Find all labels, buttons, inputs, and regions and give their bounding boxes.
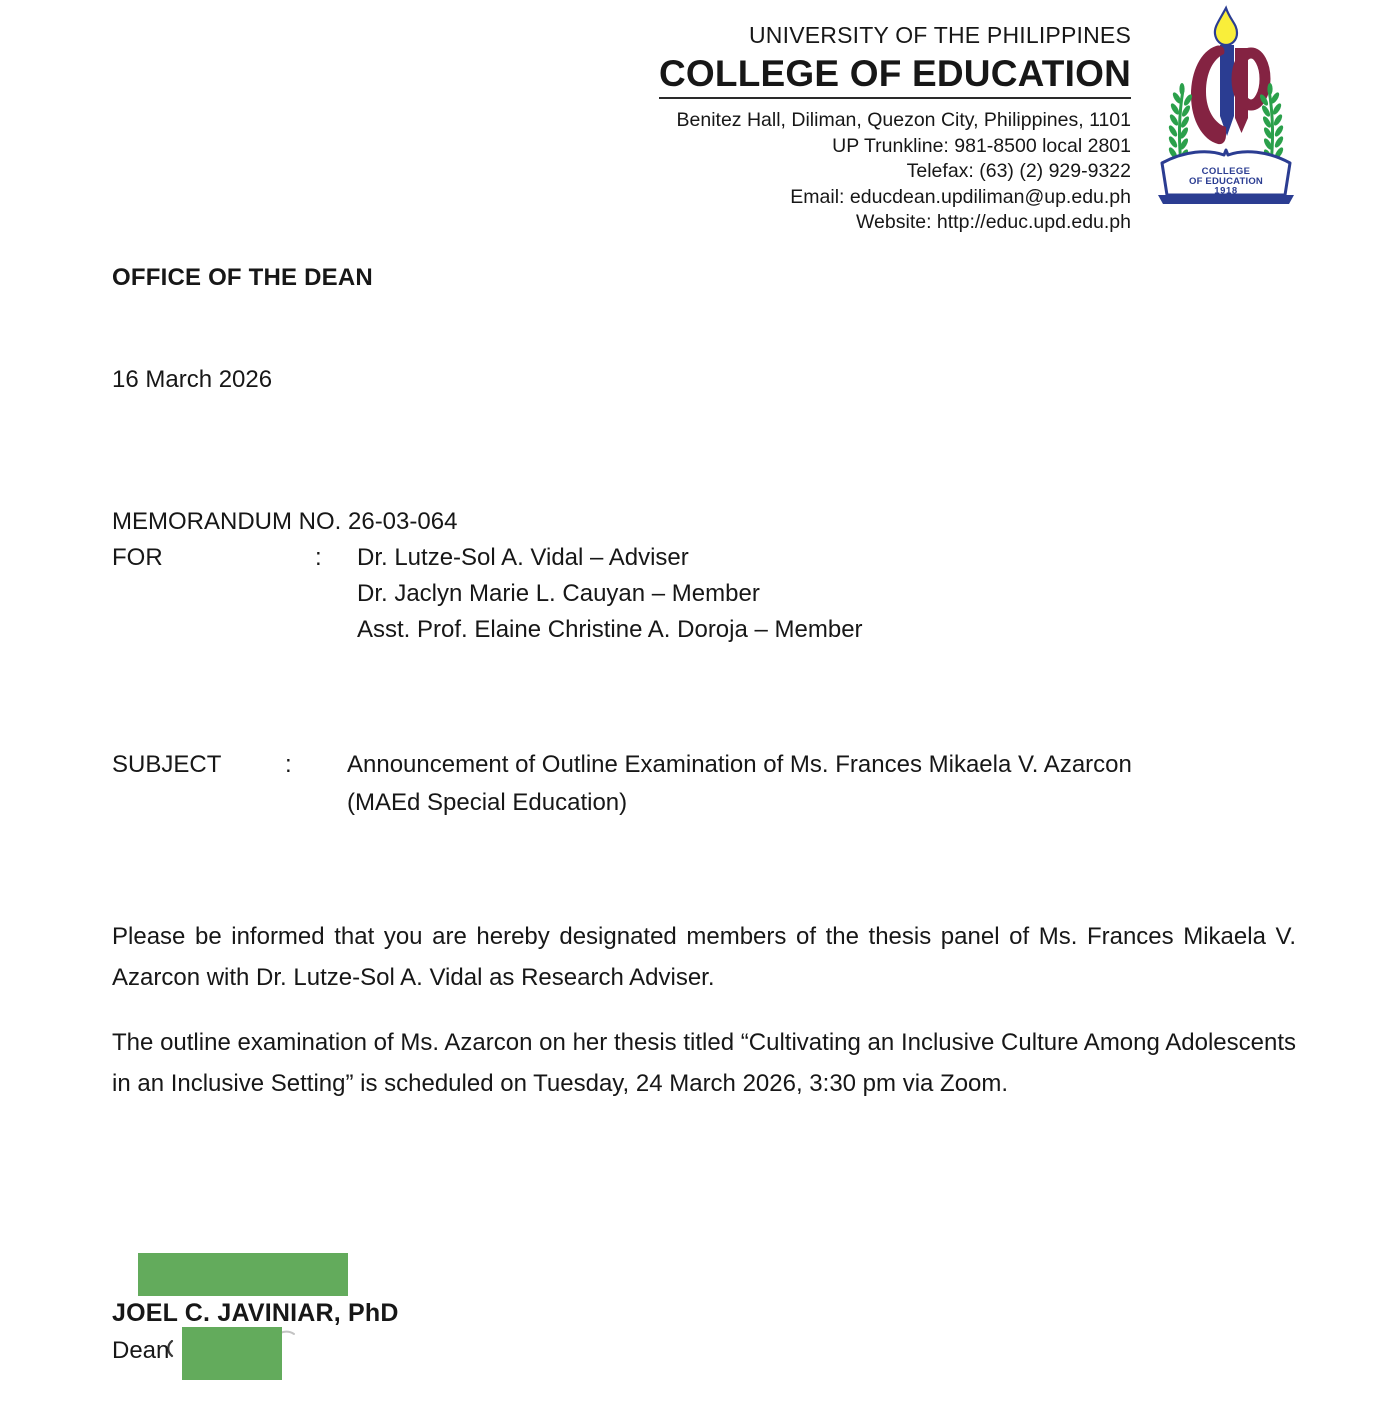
book-text-line2: OF EDUCATION	[1189, 176, 1263, 187]
letterhead-trunkline: UP Trunkline: 981-8500 local 2801	[832, 134, 1131, 157]
college-name-row	[659, 52, 1131, 104]
memo-number: MEMORANDUM NO. 26-03-064	[112, 508, 458, 535]
flame-icon	[1215, 8, 1237, 45]
subject-colon: :	[285, 751, 292, 778]
recipient-list	[357, 540, 1296, 648]
letterhead-telefax: Telefax: (63) (2) 929-9322	[906, 160, 1131, 182]
university-name: UNIVERSITY OF THE PHILIPPINES	[749, 22, 1131, 48]
memo-subject-block	[112, 746, 1296, 822]
for-label: FOR	[112, 544, 163, 571]
memo-for-row	[112, 540, 1296, 648]
subject-text-line1: Announcement of Outline Examination of Ms. Frances Mikaela V. Azarcon	[347, 751, 1132, 778]
letterhead-email: Email: educdean.updiliman@up.edu.ph	[790, 185, 1131, 208]
letterhead-contact-block	[659, 108, 1131, 236]
letterhead-website: Website: http://educ.upd.edu.ph	[856, 211, 1131, 233]
date-signed-redaction-box	[182, 1327, 282, 1380]
recipient-member-1: Dr. Jaclyn Marie L. Cauyan – Member	[357, 580, 760, 607]
letterhead	[659, 20, 1131, 236]
signatory-title: Dean	[112, 1337, 170, 1364]
for-colon: :	[315, 544, 322, 571]
letterhead-address: Benitez Hall, Diliman, Quezon City, Philippines, 1101	[676, 109, 1131, 131]
college-name: COLLEGE OF EDUCATION	[659, 52, 1131, 99]
seal-icon	[1150, 4, 1302, 209]
signature-redaction-box	[138, 1253, 348, 1296]
torch-icon	[1220, 45, 1234, 136]
body-paragraph-designation: Please be informed that you are hereby designated members of the thesis panel of Ms. Frances Mikaela V. Azarcon with Dr. Lutze-Sol A. Vidal as Research Adviser.	[112, 923, 1296, 991]
college-of-education-seal-logo	[1150, 4, 1302, 209]
signatory-name: JOEL C. JAVINIAR, PhD	[112, 1299, 399, 1327]
body-paragraph-schedule: The outline examination of Ms. Azarcon on her thesis titled “Cultivating an Inclusive Culture Among Adolescents in an Inclusive Setting” is scheduled on Tuesday, 24 March 2026, 3:30 pm via Zoom.	[112, 1029, 1296, 1097]
book-text-line1: COLLEGE	[1201, 166, 1251, 177]
recipient-member-2: Asst. Prof. Elaine Christine A. Doroja – Member	[357, 616, 863, 643]
subject-row	[112, 746, 1296, 822]
subject-label: SUBJECT	[112, 751, 222, 778]
memo-header-block	[112, 504, 1296, 648]
office-of-the-dean-title: OFFICE OF THE DEAN	[112, 264, 373, 291]
book-text-line3: 1918	[1214, 185, 1238, 197]
memo-date: 16 March 2026	[112, 366, 273, 393]
subject-text-line2: (MAEd Special Education)	[347, 789, 628, 816]
subject-text	[347, 746, 1296, 822]
recipient-adviser: Dr. Lutze-Sol A. Vidal – Adviser	[357, 544, 689, 571]
